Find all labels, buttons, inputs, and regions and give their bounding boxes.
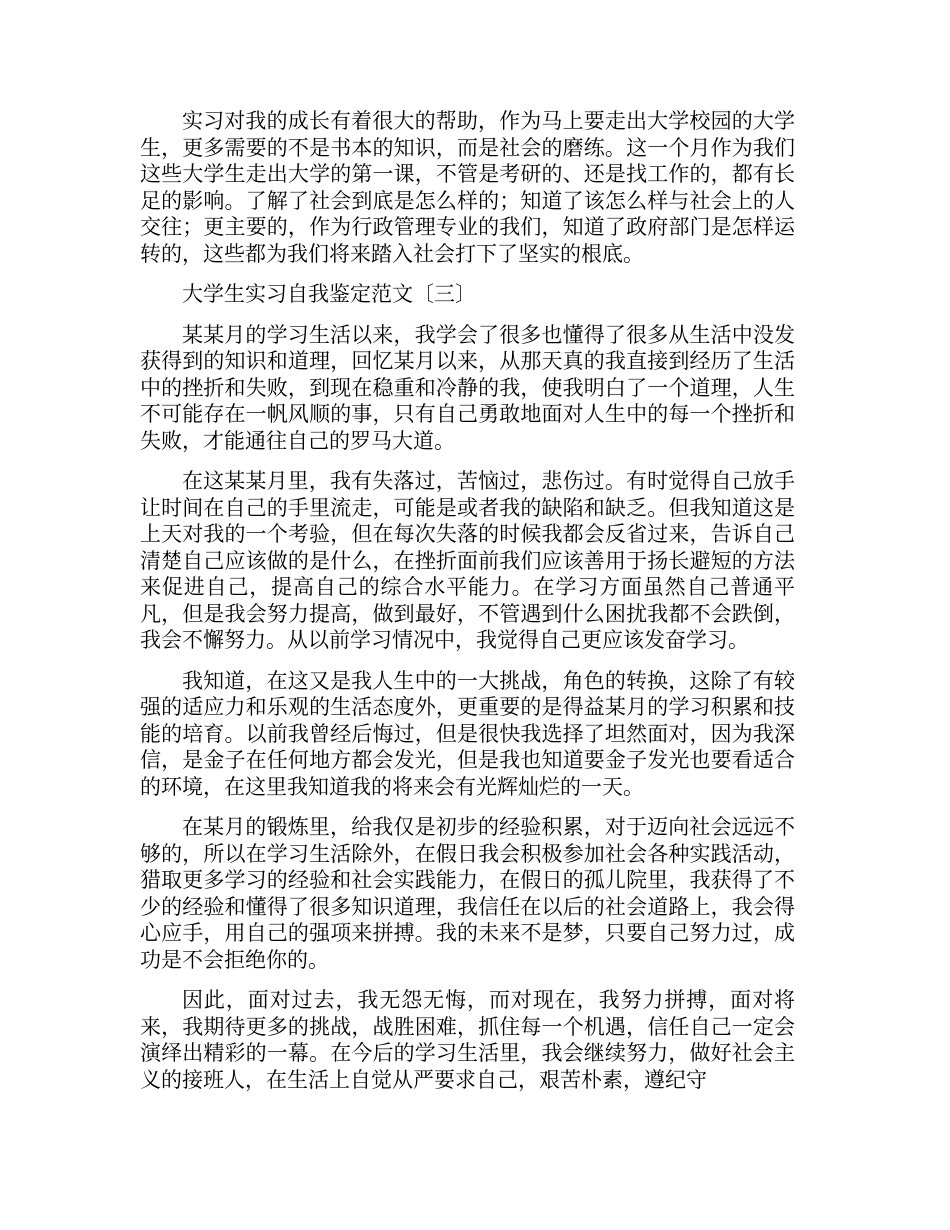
paragraph-6: 因此，面对过去，我无怨无悔，而对现在，我努力拼搏，面对将来，我期待更多的挑战，战胜困难，抓住每一个机遇，信任自己一定会演绎出精彩的一幕。在今后的学习生活里，我会继续努力，做好社会主义的接班人，在生活上自觉从严要求自己，艰苦朴素，遵纪守 [140, 988, 795, 1092]
paragraph-2: 某某月的学习生活以来，我学会了很多也懂得了很多从生活中没发获得到的知识和道理，回忆某月以来，从那天真的我直接到经历了生活中的挫折和失败，到现在稳重和冷静的我，使我明白了一个道理，人生不可能存在一帆风顺的事，只有自己勇敢地面对人生中的每一个挫折和失败，才能通往自己的罗马大道。 [140, 322, 795, 453]
paragraph-5: 在某月的锻炼里，给我仅是初步的经验积累，对于迈向社会远远不够的，所以在学习生活除外，在假日我会积极参加社会各种实践活动，猎取更多学习的经验和社会实践能力，在假日的孤儿院里，我获得了不少的经验和懂得了很多知识道理，我信任在以后的社会道路上，我会得心应手，用自己的强项来拼搏。我的未来不是梦，只要自己努力过，成功是不会拒绝你的。 [140, 815, 795, 972]
paragraph-3: 在这某某月里，我有失落过，苦恼过，悲伤过。有时觉得自己放手让时间在自己的手里流走，可能是或者我的缺陷和缺乏。但我知道这是上天对我的一个考验，但在每次失落的时候我都会反省过来，告诉自己清楚自己应该做的是什么，在挫折面前我们应该善用于扬长避短的方法来促进自己，提高自己的综合水平能力。在学习方面虽然自己普通平凡，但是我会努力提高，做到最好，不管遇到什么困扰我都不会跌倒，我会不懈努力。从以前学习情况中，我觉得自己更应该发奋学习。 [140, 469, 795, 652]
section-heading: 大学生实习自我鉴定范文〔三〕 [182, 282, 476, 306]
document-page [140, 108, 795, 1107]
paragraph-1: 实习对我的成长有着很大的帮助，作为马上要走出大学校园的大学生，更多需要的不是书本的知识，而是社会的磨练。这一个月作为我们这些大学生走出大学的第一课，不管是考研的、还是找工作的，都有长足的影响。了解了社会到底是怎么样的；知道了该怎么样与社会上的人交往；更主要的，作为行政管理专业的我们，知道了政府部门是怎样运转的，这些都为我们将来踏入社会打下了坚实的根底。 [140, 109, 795, 266]
paragraph-4: 我知道，在这又是我人生中的一大挑战，角色的转换，这除了有较强的适应力和乐观的生活态度外，更重要的是得益某月的学习积累和技能的培育。以前我曾经后悔过，但是很快我选择了坦然面对，因为我深信，是金子在任何地方都会发光，但是我也知道要金子发光也要看适合的环境，在这里我知道我的将来会有光辉灿烂的一天。 [140, 668, 795, 799]
